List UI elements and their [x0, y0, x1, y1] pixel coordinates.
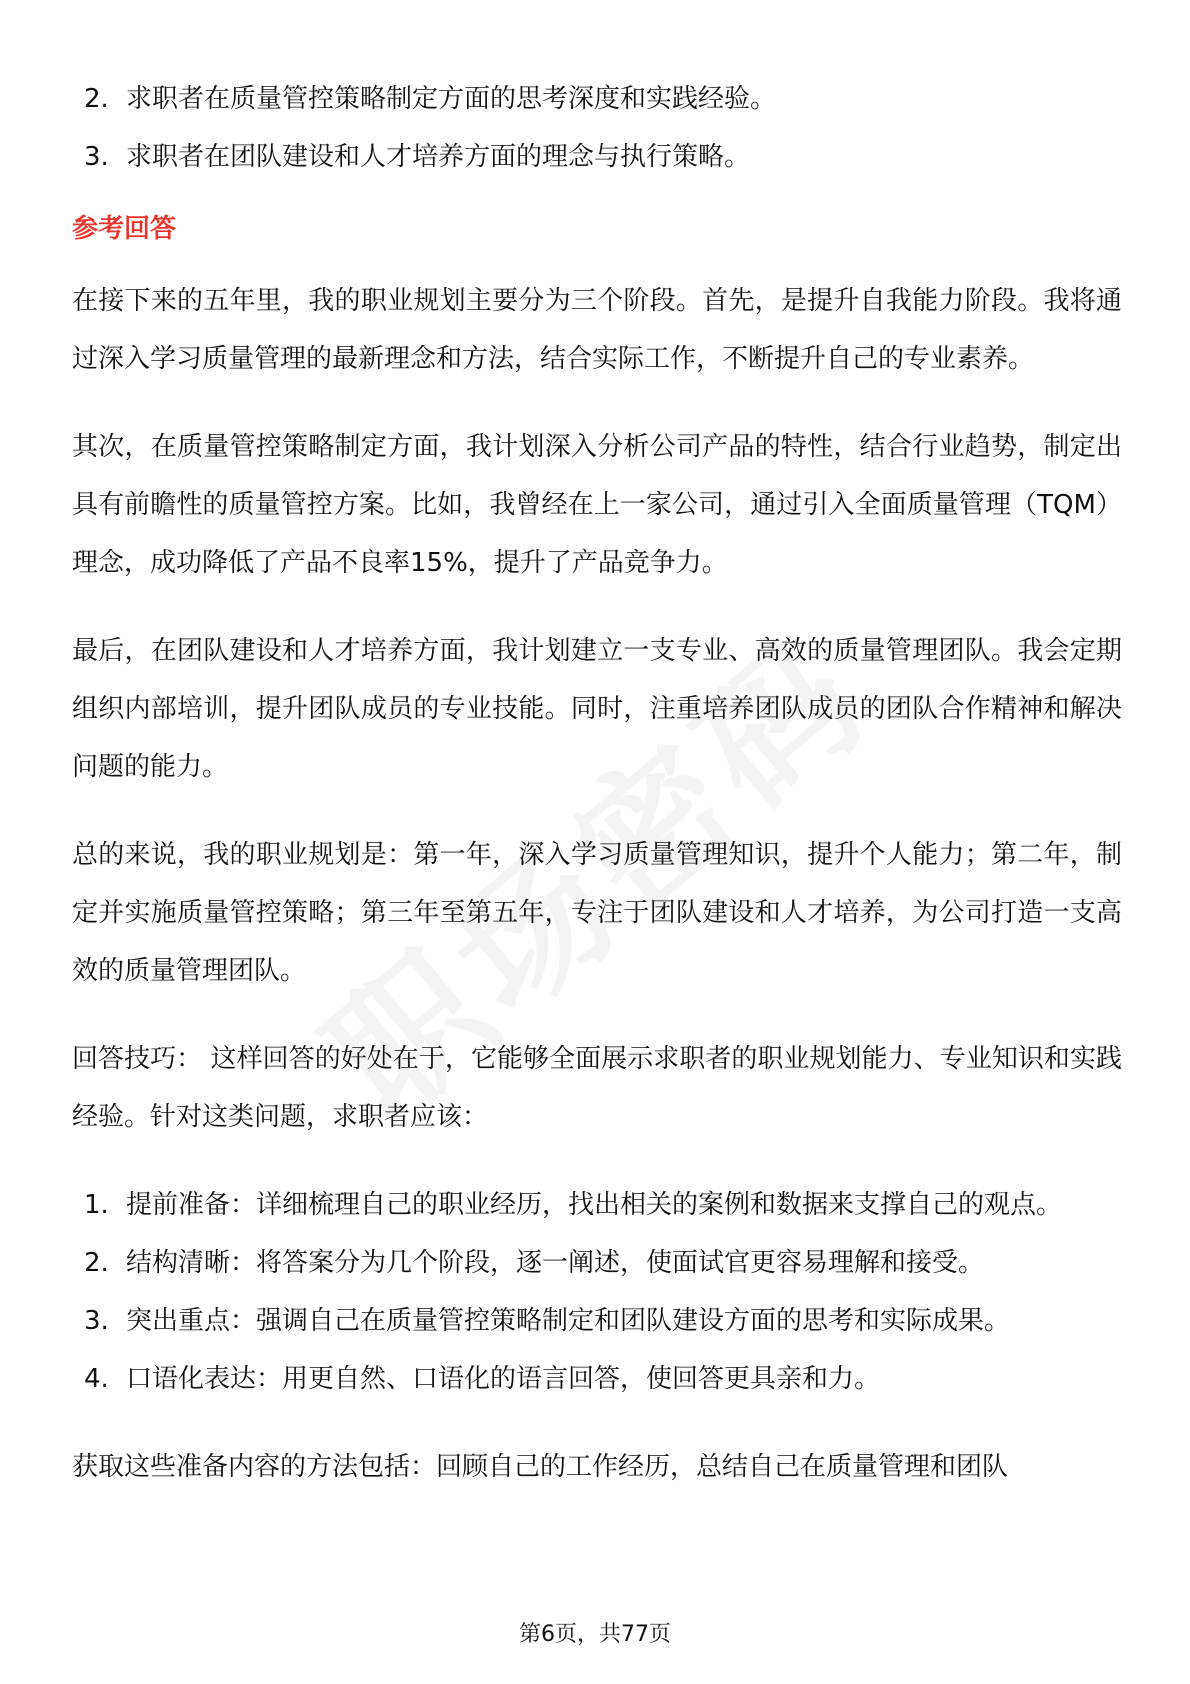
list-item-text: 口语化表达：用更自然、口语化的语言回答，使回答更具亲和力。 [126, 1364, 881, 1394]
page-footer: 第6页，共77页 [519, 1622, 671, 1647]
list-item [72, 128, 1122, 186]
list-item [72, 1292, 1122, 1350]
list-item [72, 1234, 1122, 1292]
list-item-number: 2. [84, 84, 109, 114]
paragraph: 在接下来的五年里，我的职业规划主要分为三个阶段。首先，是提升自我能力阶段。我将通过深入学习质量管理的最新理念和方法，结合实际工作，不断提升自己的专业素养。 [72, 286, 1122, 374]
top-numbered-list [72, 70, 1122, 186]
list-item [72, 1350, 1122, 1408]
list-item-number: 1. [84, 1190, 109, 1220]
list-item-text: 求职者在质量管控策略制定方面的思考深度和实践经验。 [126, 84, 777, 114]
paragraph: 其次，在质量管控策略制定方面，我计划深入分析公司产品的特性，结合行业趋势，制定出具有前瞻性的质量管控方案。比如，我曾经在上一家公司，通过引入全面质量管理（TQM）理念，成功降低了产品不良率15%，提升了产品竞争力。 [72, 432, 1122, 578]
list-item-text: 提前准备：详细梳理自己的职业经历，找出相关的案例和数据来支撑自己的观点。 [126, 1190, 1063, 1220]
list-item-text: 结构清晰：将答案分为几个阶段，逐一阐述，使面试官更容易理解和接受。 [126, 1248, 985, 1278]
list-item [72, 70, 1122, 128]
list-item-number: 2. [84, 1248, 109, 1278]
paragraph: 最后，在团队建设和人才培养方面，我计划建立一支专业、高效的质量管理团队。我会定期组织内部培训，提升团队成员的专业技能。同时，注重培养团队成员的团队合作精神和解决问题的能力。 [72, 636, 1122, 782]
section-heading: 参考回答 [72, 214, 177, 244]
list-item-text: 求职者在团队建设和人才培养方面的理念与执行策略。 [126, 142, 751, 172]
paragraph: 回答技巧： 这样回答的好处在于，它能够全面展示求职者的职业规划能力、专业知识和实践经验。针对这类问题，求职者应该： [72, 1044, 1122, 1132]
list-item-number: 4. [84, 1364, 109, 1394]
list-item-number: 3. [84, 142, 109, 172]
list-item-text: 突出重点：强调自己在质量管控策略制定和团队建设方面的思考和实际成果。 [126, 1306, 1011, 1336]
list-item [72, 1176, 1122, 1234]
closing-paragraph: 获取这些准备内容的方法包括：回顾自己的工作经历，总结自己在质量管理和团队 [72, 1452, 1009, 1482]
tips-numbered-list [72, 1176, 1122, 1408]
paragraph: 总的来说，我的职业规划是：第一年，深入学习质量管理知识，提升个人能力；第二年，制定并实施质量管控策略；第三年至第五年，专注于团队建设和人才培养，为公司打造一支高效的质量管理团队。 [72, 840, 1122, 986]
page-content [72, 70, 1122, 1496]
list-item-number: 3. [84, 1306, 109, 1336]
